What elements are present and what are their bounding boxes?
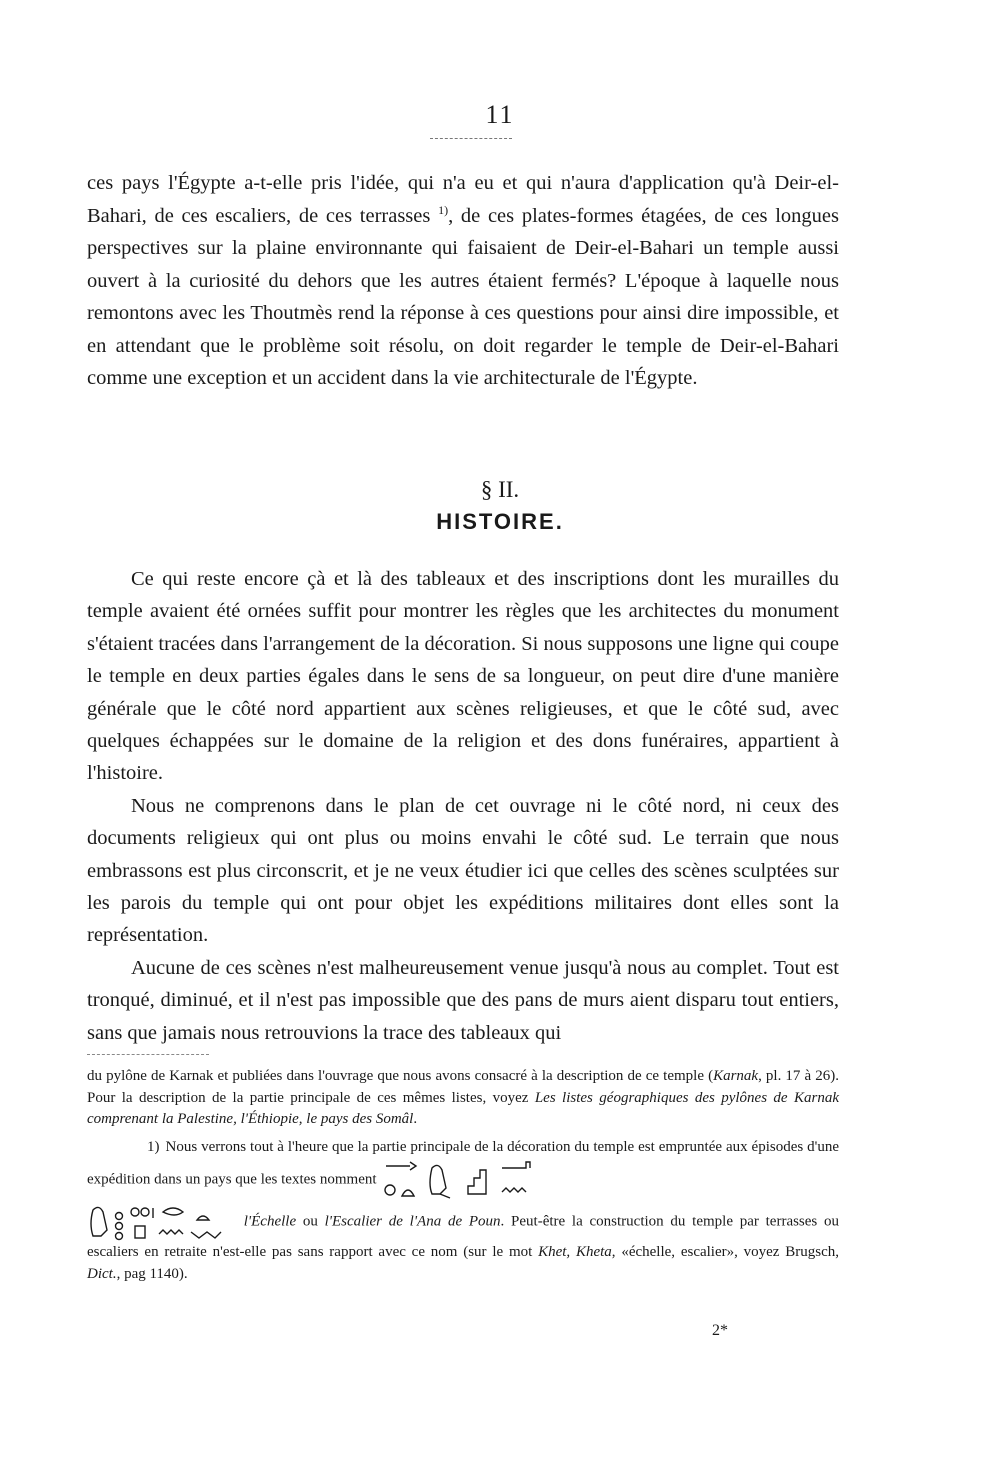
footnote-italic: Dict.	[87, 1265, 117, 1282]
footnote-italic: l'Échelle	[243, 1213, 297, 1230]
footnote-text: .	[413, 1111, 418, 1127]
footnote-rule	[87, 1054, 209, 1055]
section-title: HISTOIRE.	[436, 509, 564, 534]
hieroglyph-group-a-icon	[380, 1158, 550, 1202]
footnote-text: du pylône de Karnak et publiées dans l'ouvrage que nous avons consacré à la description de ce temple (	[87, 1068, 714, 1084]
body-paragraph: Nous ne comprenons dans le plan de cet ouvrage ni le côté nord, ni ceux des documents religieux qui ont plus ou moins envahi le côté sud. Le terrain que nous embrassons est plus circonscrit, et je ne veux étudier ici que celles des scènes sculptées sur les parois du temple qui ont pour objet les expéditions militaires dont elles sont la représentation.	[87, 794, 839, 947]
section-number: § II.	[480, 477, 520, 502]
footnote-text: ou	[296, 1213, 325, 1230]
sheet-signature: 2*	[712, 1322, 728, 1339]
body-paragraph: Ce qui reste encore çà et là des tableaux et des inscriptions dont les murailles du temple avaient été ornées suffit pour montrer les règles que les architectes du monument s'étaient tracées dans l'arrangement de la décoration. Si nous supposons une ligne qui coupe le temple en deux parties égales dans le sens de sa longueur, on peut dire d'une manière générale que le côté nord appartient aux scènes religieuses, et que le côté sud, avec quelques échappées sur le domaine de la religion et des dons funéraires, appartient à l'histoire.	[87, 568, 840, 785]
intro-text-before: ces pays l'Égypte a-t-elle pris l'idée, qui n'a eu et qui n'aura d'application qu'à Deir-el-Bahari, de ces escaliers, de ces terrasses	[87, 172, 839, 227]
footnote-1	[87, 1137, 839, 1286]
intro-paragraph	[87, 167, 839, 395]
footnote-italic: Karnak	[713, 1068, 759, 1084]
intro-text-after: , de ces plates-formes étagées, de ces longues perspectives sur la plaine environnante qui faisaient de Deir-el-Bahari un temple aussi ouvert à la curiosité du dehors que les autres étaient fermés? L'époque à laquelle nous remontons avec les Thoutmès rend la réponse à ces questions pour ainsi dire impossible, et en attendant que le problème soit résolu, on doit regarder le temple de Deir-el-Bahari comme une exception et un accident dans la vie architecturale de l'Égypte.	[87, 204, 839, 389]
footnote-text: , pag 1140).	[116, 1265, 188, 1282]
footnote-text: , «échelle, escalier», voyez Brugsch,	[611, 1244, 839, 1260]
footnote-italic: Khet, Kheta	[538, 1244, 612, 1260]
footnote-italic: Les listes géographiques des pylônes de Karnak comprenant la Palestine, l'Éthiopie, le pays des Somâl	[87, 1089, 839, 1127]
footnotes	[87, 1066, 839, 1285]
footnote-text: . Peut-être la construction du temple par terrasses ou escaliers en retraite n'est-elle pas sans rapport avec ce nom (sur le mot	[87, 1213, 840, 1260]
footnote-continued	[87, 1066, 839, 1131]
page-number: 11	[485, 100, 515, 129]
body-text	[87, 563, 839, 1049]
header-rule	[430, 138, 512, 139]
hieroglyph-group-b-icon	[87, 1202, 237, 1242]
footnote-number: 1)	[147, 1138, 160, 1155]
footnote-text: , pl. 17 à 26). Pour la description de la partie principale de ces mêmes listes, voyez	[87, 1068, 839, 1106]
footnote-italic: l'Escalier de l'Ana de Poun	[324, 1213, 501, 1230]
footnote-ref-1: 1)	[438, 202, 449, 217]
footnote-text: Nous verrons tout à l'heure que la partie principale de la décoration du temple est empruntée aux épisodes d'une expédition dans un pays que les textes nomment	[87, 1138, 839, 1188]
body-paragraph: Aucune de ces scènes n'est malheureusement venue jusqu'à nous au complet. Tout est tronqué, diminué, et il n'est pas impossible que des pans de murs aient disparu tout entiers, sans que jamais nous retrouvions la trace des tableaux qui	[87, 956, 839, 1044]
